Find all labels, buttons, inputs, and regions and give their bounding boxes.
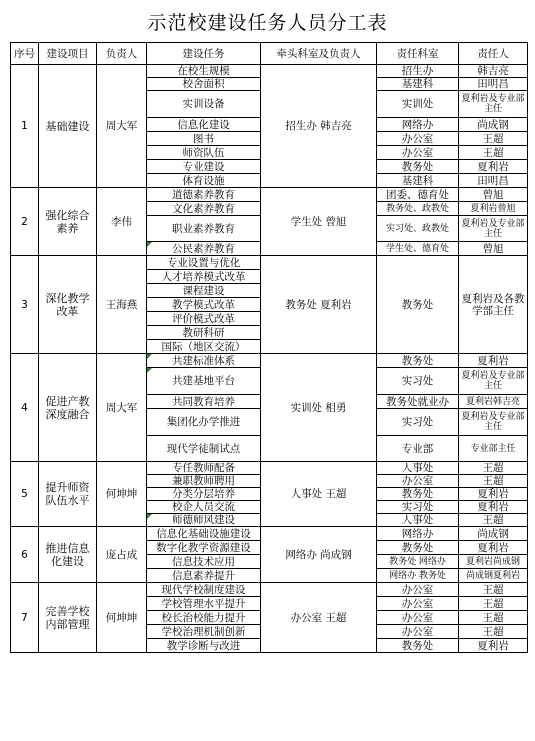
table-row (11, 583, 528, 597)
task-name: 兼职教师聘用 (147, 475, 261, 488)
task-name: 专业建设 (147, 160, 261, 174)
comment-marker-icon (147, 354, 152, 359)
responsible-person: 王超 (459, 597, 528, 611)
project-number: 4 (11, 354, 39, 462)
table-row (11, 527, 528, 541)
responsible-person: 夏利岩 (459, 160, 528, 174)
project-number: 7 (11, 583, 39, 653)
lead-department: 教务处 夏利岩 (261, 256, 377, 354)
responsible-person: 夏利岩及专业部主任 (459, 368, 528, 395)
responsible-person: 王超 (459, 475, 528, 488)
responsible-department: 基建科 (377, 174, 459, 188)
responsible-person: 田明昌 (459, 174, 528, 188)
responsible-department: 专业部 (377, 436, 459, 462)
responsible-person: 夏利岩 (459, 501, 528, 514)
project-number: 3 (11, 256, 39, 354)
project-name: 完善学校内部管理 (39, 583, 97, 653)
responsible-person: 专业部主任 (459, 436, 528, 462)
header-row (11, 43, 528, 65)
responsible-department: 教务处 网络办 (377, 555, 459, 569)
responsible-department: 教务处 (377, 488, 459, 501)
task-name: 实训设备 (147, 91, 261, 118)
task-name: 人才培养模式改革 (147, 270, 261, 284)
responsible-person: 田明昌 (459, 78, 528, 91)
responsible-department: 办公室 (377, 625, 459, 639)
responsible-department: 实习处、政教处 (377, 216, 459, 242)
task-name: 集团化办学推进 (147, 409, 261, 436)
lead-department: 学生处 曾旭 (261, 188, 377, 256)
lead-department: 办公室 王超 (261, 583, 377, 653)
responsible-department: 团委、德育处 (377, 188, 459, 202)
responsible-department: 办公室 (377, 611, 459, 625)
project-name: 深化教学改革 (39, 256, 97, 354)
responsible-person: 夏利岩韩吉亮 (459, 395, 528, 409)
responsible-person: 夏利岩 (459, 354, 528, 368)
task-name: 文化素养教育 (147, 202, 261, 216)
task-name: 学校管理水平提升 (147, 597, 261, 611)
project-leader: 王海燕 (97, 256, 147, 354)
project-leader: 周大军 (97, 354, 147, 462)
task-name: 国际（地区交流） (147, 340, 261, 354)
header-person: 责任人 (459, 43, 528, 65)
responsible-person: 夏利岩 (459, 639, 528, 653)
responsible-department: 教务处 (377, 160, 459, 174)
responsible-person: 夏利岩 (459, 541, 528, 555)
lead-department: 人事处 王超 (261, 462, 377, 527)
task-name: 专任教师配备 (147, 462, 261, 475)
table-body (11, 65, 528, 653)
task-name: 学校治理机制创新 (147, 625, 261, 639)
task-name: 信息化建设 (147, 118, 261, 132)
responsible-person: 曾旭 (459, 242, 528, 256)
header-task: 建设任务 (147, 43, 261, 65)
header-no: 序号 (11, 43, 39, 65)
responsible-person: 夏利岩及专业部主任 (459, 409, 528, 436)
responsible-person: 王超 (459, 625, 528, 639)
responsible-person: 王超 (459, 462, 528, 475)
responsible-department: 教务处 (377, 541, 459, 555)
responsible-department: 网络办 教务处 (377, 569, 459, 583)
task-name: 共建标准体系 (147, 354, 261, 368)
responsible-department: 办公室 (377, 597, 459, 611)
responsible-department: 网络办 (377, 527, 459, 541)
project-number: 6 (11, 527, 39, 583)
responsible-person: 夏利岩及各教学部主任 (459, 256, 528, 354)
project-leader: 何坤坤 (97, 462, 147, 527)
page-title: 示范校建设任务人员分工表 (147, 12, 388, 34)
table-row (11, 256, 528, 270)
task-name: 校舍面积 (147, 78, 261, 91)
lead-department: 网络办 尚成钢 (261, 527, 377, 583)
responsible-person: 王超 (459, 514, 528, 527)
task-name: 师德师风建设 (147, 514, 261, 527)
responsible-department: 教务处 (377, 256, 459, 354)
header-lead-dept: 牵头科室及负责人 (261, 43, 377, 65)
responsible-department: 招生办 (377, 65, 459, 78)
responsible-person: 夏利岩 (459, 488, 528, 501)
table-row (11, 354, 528, 368)
lead-department: 实训处 相勇 (261, 354, 377, 462)
responsible-department: 实习处 (377, 501, 459, 514)
task-name: 共建基地平台 (147, 368, 261, 395)
responsible-person: 夏利岩及专业部主任 (459, 91, 528, 118)
responsible-department: 基建科 (377, 78, 459, 91)
responsible-person: 夏利岩及专业部主任 (459, 216, 528, 242)
responsible-department: 办公室 (377, 583, 459, 597)
responsible-department: 实习处 (377, 409, 459, 436)
project-name: 推进信息化建设 (39, 527, 97, 583)
header-leader: 负责人 (97, 43, 147, 65)
project-name: 基础建设 (39, 65, 97, 188)
responsible-person: 尚成钢 (459, 118, 528, 132)
table-row (11, 188, 528, 202)
task-name: 现代学徒制试点 (147, 436, 261, 462)
project-leader: 周大军 (97, 65, 147, 188)
project-leader: 庞占成 (97, 527, 147, 583)
task-name: 课程建设 (147, 284, 261, 298)
task-name: 评价模式改革 (147, 312, 261, 326)
responsible-person: 王超 (459, 132, 528, 146)
table-row (11, 462, 528, 475)
task-name: 信息素养提升 (147, 569, 261, 583)
responsible-department: 人事处 (377, 514, 459, 527)
project-name: 强化综合素养 (39, 188, 97, 256)
responsible-person: 夏利岩曾旭 (459, 202, 528, 216)
project-name: 促进产教深度融合 (39, 354, 97, 462)
table-row (11, 65, 528, 78)
task-name: 公民素养教育 (147, 242, 261, 256)
comment-marker-icon (147, 368, 152, 373)
responsible-department: 实训处 (377, 91, 459, 118)
lead-department: 招生办 韩吉亮 (261, 65, 377, 188)
header-dept: 责任科室 (377, 43, 459, 65)
task-name: 信息化基础设施建设 (147, 527, 261, 541)
responsible-person: 尚成钢夏利岩 (459, 569, 528, 583)
responsible-department: 教务处 (377, 639, 459, 653)
task-name: 体育设施 (147, 174, 261, 188)
assignment-table (10, 42, 528, 653)
header-project: 建设项目 (39, 43, 97, 65)
responsible-person: 王超 (459, 611, 528, 625)
responsible-department: 学生处、德育处 (377, 242, 459, 256)
responsible-department: 教务处 (377, 354, 459, 368)
task-name: 数字化教学资源建设 (147, 541, 261, 555)
project-leader: 李伟 (97, 188, 147, 256)
task-name: 教学模式改革 (147, 298, 261, 312)
responsible-person: 韩吉亮 (459, 65, 528, 78)
comment-marker-icon (147, 514, 152, 519)
task-name: 教研科研 (147, 326, 261, 340)
task-name: 师资队伍 (147, 146, 261, 160)
responsible-person: 尚成钢 (459, 527, 528, 541)
task-name: 图书 (147, 132, 261, 146)
task-name: 校长治校能力提升 (147, 611, 261, 625)
project-number: 5 (11, 462, 39, 527)
task-name: 在校生规模 (147, 65, 261, 78)
task-name: 道德素养教育 (147, 188, 261, 202)
task-name: 分类分层培养 (147, 488, 261, 501)
responsible-person: 夏利岩尚成钢 (459, 555, 528, 569)
responsible-department: 办公室 (377, 475, 459, 488)
responsible-department: 实习处 (377, 368, 459, 395)
responsible-department: 人事处 (377, 462, 459, 475)
responsible-person: 王超 (459, 583, 528, 597)
responsible-department: 教务处就业办 (377, 395, 459, 409)
responsible-department: 办公室 (377, 146, 459, 160)
task-name: 教学诊断与改进 (147, 639, 261, 653)
responsible-person: 曾旭 (459, 188, 528, 202)
project-name: 提升师资队伍水平 (39, 462, 97, 527)
responsible-department: 网络办 (377, 118, 459, 132)
task-name: 信息技术应用 (147, 555, 261, 569)
task-name: 职业素养教育 (147, 216, 261, 242)
project-number: 2 (11, 188, 39, 256)
task-name: 专业设置与优化 (147, 256, 261, 270)
responsible-person: 王超 (459, 146, 528, 160)
responsible-department: 办公室 (377, 132, 459, 146)
task-name: 校企人员交流 (147, 501, 261, 514)
project-leader: 何坤坤 (97, 583, 147, 653)
project-number: 1 (11, 65, 39, 188)
task-name: 共同教育培养 (147, 395, 261, 409)
responsible-department: 教务处、政教处 (377, 202, 459, 216)
task-name: 现代学校制度建设 (147, 583, 261, 597)
comment-marker-icon (147, 242, 152, 247)
